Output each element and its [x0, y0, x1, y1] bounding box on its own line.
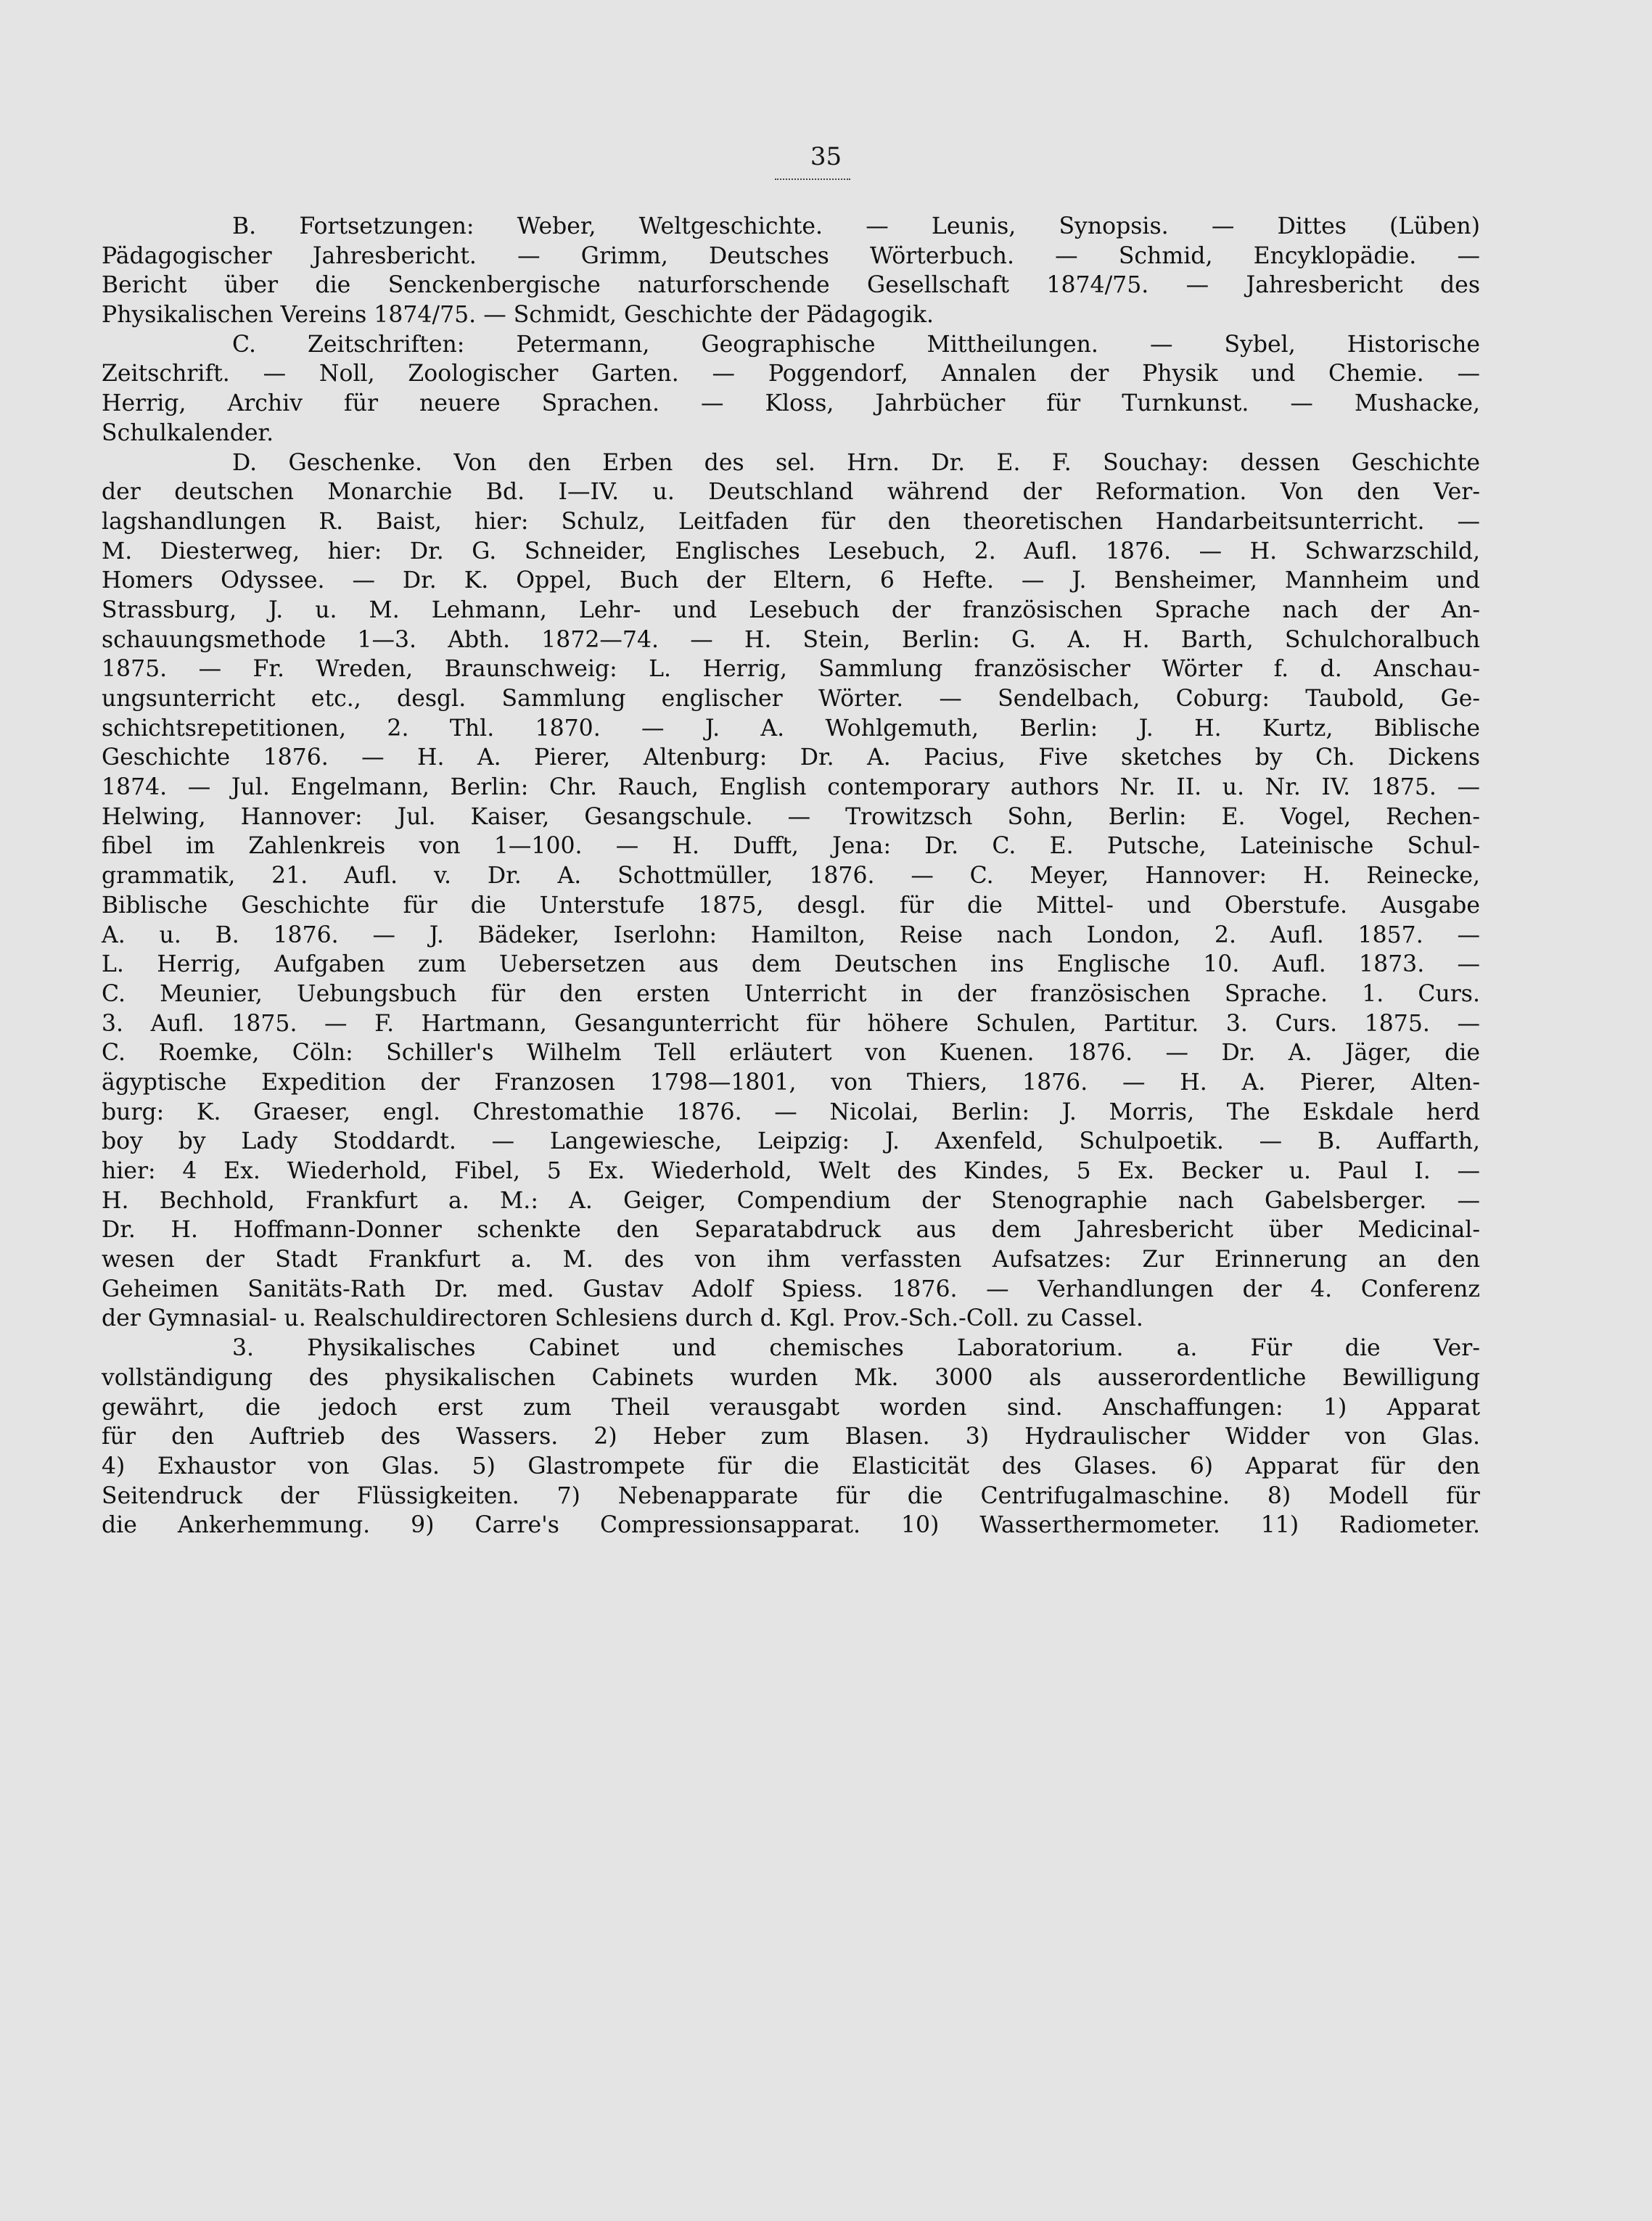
text-line: H. Bechhold, Frankfurt a. M.: A. Geiger, Compendium der Stenographie nach Gabelsberger. —: [102, 1187, 1480, 1214]
text-line: burg: K. Graeser, engl. Chrestomathie 1876. — Nicolai, Berlin: J. Morris, The Eskdale herd: [102, 1099, 1480, 1125]
text-line: Biblische Geschichte für die Unterstufe 1875, desgl. für die Mittel- und Oberstufe. Ausgabe: [102, 892, 1480, 919]
text-line: schauungsmethode 1—3. Abth. 1872—74. — H. Stein, Berlin: G. A. H. Barth, Schulchoralbuch: [102, 626, 1480, 653]
text-line: der Gymnasial- u. Realschuldirectoren Schlesiens durch d. Kgl. Prov.-Sch.-Coll. zu Cassel.: [102, 1305, 1143, 1332]
text-line: Helwing, Hannover: Jul. Kaiser, Gesangschule. — Trowitzsch Sohn, Berlin: E. Vogel, Rechen-: [102, 803, 1480, 830]
text-line: Herrig, Archiv für neuere Sprachen. — Kloss, Jahrbücher für Turnkunst. — Mushacke,: [102, 390, 1480, 417]
text-line: gewährt, die jedoch erst zum Theil verausgabt worden sind. Anschaffungen: 1) Apparat: [102, 1394, 1480, 1421]
text-line: für den Auftrieb des Wassers. 2) Heber zum Blasen. 3) Hydraulischer Widder von Glas.: [102, 1424, 1480, 1450]
text-line: Geheimen Sanitäts-Rath Dr. med. Gustav Adolf Spiess. 1876. — Verhandlungen der 4. Conferenz: [102, 1276, 1480, 1302]
text-line: C. Meunier, Uebungsbuch für den ersten Unterricht in der französischen Sprache. 1. Curs.: [102, 980, 1480, 1007]
text-line: wesen der Stadt Frankfurt a. M. des von ihm verfassten Aufsatzes: Zur Erinnerung an den: [102, 1247, 1480, 1273]
text-line: Strassburg, J. u. M. Lehmann, Lehr- und Lesebuch der französischen Sprache nach der An-: [102, 596, 1480, 623]
page-number-ornament: [775, 178, 850, 180]
text-line: Zeitschrift. — Noll, Zoologischer Garten. — Poggendorf, Annalen der Physik und Chemie. —: [102, 361, 1480, 387]
text-line: M. Diesterweg, hier: Dr. G. Schneider, Englisches Lesebuch, 2. Aufl. 1876. — H. Schwarzschild,: [102, 538, 1480, 565]
text-line: Pädagogischer Jahresbericht. — Grimm, Deutsches Wörterbuch. — Schmid, Encyklopädie. —: [102, 242, 1480, 269]
text-line: fibel im Zahlenkreis von 1—100. — H. Dufft, Jena: Dr. C. E. Putsche, Lateinische Schul-: [102, 833, 1480, 860]
text-line: B. Fortsetzungen: Weber, Weltgeschichte. — Leunis, Synopsis. — Dittes (Lüben): [232, 213, 1480, 239]
text-line: Homers Odyssee. — Dr. K. Oppel, Buch der Eltern, 6 Hefte. — J. Bensheimer, Mannheim und: [102, 567, 1480, 594]
text-line: 3. Aufl. 1875. — F. Hartmann, Gesangunterricht für höhere Schulen, Partitur. 3. Curs. 1875. —: [102, 1010, 1480, 1037]
text-line: die Ankerhemmung. 9) Carre's Compressionsapparat. 10) Wasserthermometer. 11) Radiometer.: [102, 1512, 1480, 1539]
text-line: A. u. B. 1876. — J. Bädeker, Iserlohn: Hamilton, Reise nach London, 2. Aufl. 1857. —: [102, 921, 1480, 948]
text-line: Schulkalender.: [102, 419, 274, 446]
text-line: Bericht über die Senckenbergische naturforschende Gesellschaft 1874/75. — Jahresbericht des: [102, 272, 1480, 299]
text-line: schichtsrepetitionen, 2. Thl. 1870. — J. A. Wohlgemuth, Berlin: J. H. Kurtz, Biblische: [102, 715, 1480, 742]
text-line: vollständigung des physikalischen Cabinets wurden Mk. 3000 als ausserordentliche Bewilligung: [102, 1364, 1480, 1391]
body-text: [102, 212, 1480, 1540]
text-line: 1874. — Jul. Engelmann, Berlin: Chr. Rauch, English contemporary authors Nr. II. u. Nr. IV. 1875. —: [102, 774, 1480, 801]
text-line: Seitendruck der Flüssigkeiten. 7) Nebenapparate für die Centrifugalmaschine. 8) Modell für: [102, 1482, 1480, 1509]
text-line: ungsunterricht etc., desgl. Sammlung englischer Wörter. — Sendelbach, Coburg: Taubold, Ge-: [102, 686, 1480, 712]
page-number: 35: [810, 142, 842, 171]
text-line: Geschichte 1876. — H. A. Pierer, Altenburg: Dr. A. Pacius, Five sketches by Ch. Dickens: [102, 744, 1480, 771]
text-line: Physikalischen Vereins 1874/75. — Schmidt, Geschichte der Pädagogik.: [102, 302, 934, 329]
text-line: der deutschen Monarchie Bd. I—IV. u. Deutschland während der Reformation. Von den Ver-: [102, 479, 1480, 506]
text-line: lagshandlungen R. Baist, hier: Schulz, Leitfaden für den theoretischen Handarbeitsunterricht. —: [102, 508, 1480, 535]
text-line: C. Zeitschriften: Petermann, Geographische Mittheilungen. — Sybel, Historische: [232, 331, 1480, 358]
text-line: 4) Exhaustor von Glas. 5) Glastrompete für die Elasticität des Glases. 6) Apparat für den: [102, 1453, 1480, 1479]
text-line: D. Geschenke. Von den Erben des sel. Hrn. Dr. E. F. Souchay: dessen Geschichte: [232, 449, 1480, 476]
text-line: C. Roemke, Cöln: Schiller's Wilhelm Tell erläutert von Kuenen. 1876. — Dr. A. Jäger, die: [102, 1040, 1480, 1067]
text-line: L. Herrig, Aufgaben zum Uebersetzen aus dem Deutschen ins Englische 10. Aufl. 1873. —: [102, 951, 1480, 978]
text-line: boy by Lady Stoddardt. — Langewiesche, Leipzig: J. Axenfeld, Schulpoetik. — B. Auffarth,: [102, 1128, 1480, 1155]
text-line: 1875. — Fr. Wreden, Braunschweig: L. Herrig, Sammlung französischer Wörter f. d. Anschau-: [102, 656, 1480, 683]
text-line: 3. Physikalisches Cabinet und chemisches Laboratorium. a. Für die Ver-: [232, 1335, 1480, 1362]
text-line: hier: 4 Ex. Wiederhold, Fibel, 5 Ex. Wiederhold, Welt des Kindes, 5 Ex. Becker u. Paul I. —: [102, 1158, 1480, 1184]
text-line: Dr. H. Hoffmann-Donner schenkte den Separatabdruck aus dem Jahresbericht über Medicinal-: [102, 1217, 1480, 1244]
text-line: ägyptische Expedition der Franzosen 1798—1801, von Thiers, 1876. — H. A. Pierer, Alten-: [102, 1069, 1480, 1096]
text-line: grammatik, 21. Aufl. v. Dr. A. Schottmüller, 1876. — C. Meyer, Hannover: H. Reinecke,: [102, 863, 1480, 890]
